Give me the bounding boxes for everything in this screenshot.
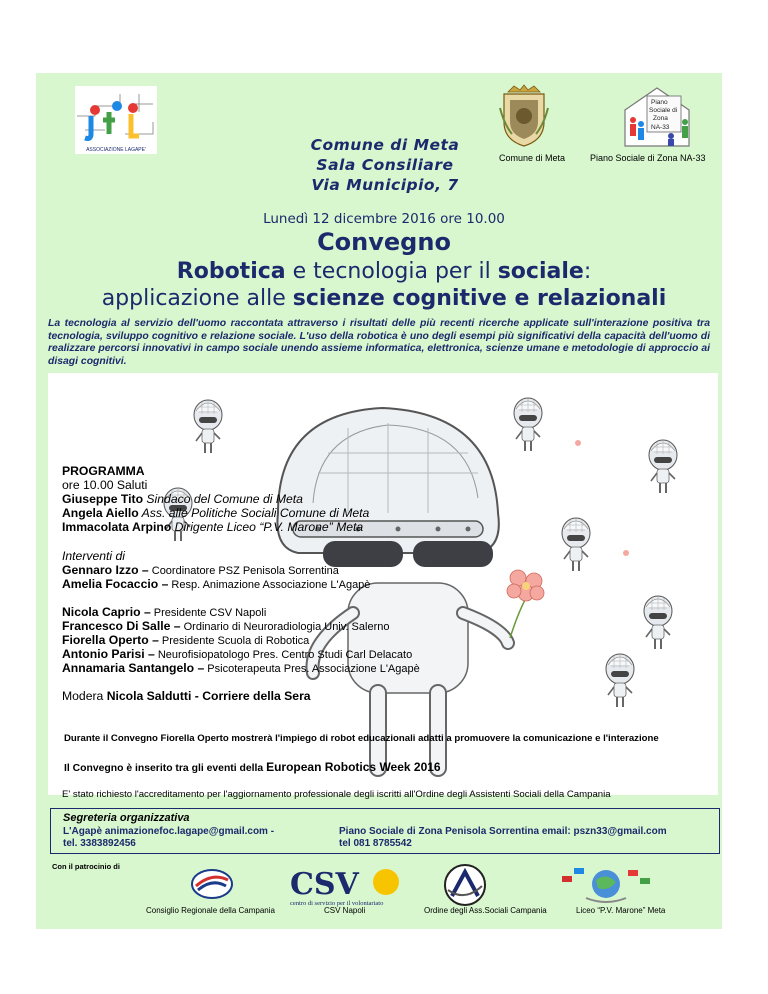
intro-paragraph: La tecnologia al servizio dell'uomo raccontata attraverso i risultati delle più recenti ricerche applicate sull'interazione positiva tra tecnologia, sviluppo cognitivo e relazione sociale. L'uso della robotica è uno degli esempi più significativi della capacità dell'uomo di realizzare percorsi innovativi in campo sociale unendo assieme informatica, elettronica, scienze umane e metodologie di approccio ai disagi cognitivi.: [48, 318, 710, 367]
venue-block: [260, 135, 510, 195]
event-note: Il Convegno è inserito tra gli eventi della European Robotics Week 2016: [64, 760, 441, 774]
speaker-row: Antonio Parisi – Neurofisiopatologo Pres. Centro Studi Carl Delacato: [62, 647, 413, 661]
speaker-row: Fiorella Operto – Presidente Scuola di Robotica: [62, 633, 310, 647]
event-subtitle-line-1: Robotica e tecnologia per il sociale:: [176, 259, 592, 284]
patrocinio-item-1: Consiglio Regionale della Campania: [146, 906, 275, 915]
program-heading: PROGRAMMA: [62, 464, 145, 478]
patrocinio-item-4: Liceo “P.V. Marone” Meta: [576, 906, 666, 915]
program-saluti-time: ore 10.00 Saluti: [62, 478, 148, 492]
ordine-assistenti-logo: [438, 862, 492, 908]
event-date: Lunedì 12 dicembre 2016 ore 10.00: [263, 211, 505, 227]
comune-caption: Comune di Meta: [499, 153, 566, 163]
svg-text:CSV: CSV: [290, 867, 359, 902]
segreteria-title: Segreteria organizzativa: [63, 812, 190, 824]
lagape-caption: ASSOCIAZIONE LAGAPE': [86, 147, 146, 153]
speaker-row: Nicola Caprio – Presidente CSV Napoli: [62, 605, 267, 619]
csv-napoli-logo: [288, 862, 408, 908]
patrocinio-item-2: CSV Napoli: [324, 906, 366, 915]
segreteria-right: Piano Sociale di Zona Penisola Sorrentina email: pszn33@gmail.com tel 081 8785542: [339, 826, 667, 849]
speaker-row: Francesco Di Salle – Ordinario di Neuroradiologia Univ. Salerno: [62, 619, 390, 633]
venue-line-1: Comune di Meta: [310, 136, 460, 154]
moderator-row: Modera Nicola Saldutti - Corriere della Sera: [62, 689, 311, 703]
speaker-row: Giuseppe Tito Sindaco del Comune di Meta: [62, 492, 303, 506]
venue-line-3: Via Municipio, 7: [311, 176, 459, 194]
patrocinio-label: Con il patrocinio di: [52, 862, 120, 871]
psz-sign-2: Sociale di: [649, 107, 678, 114]
event-subtitle-line-2: applicazione alle scienze cognitive e relazionali: [101, 286, 667, 311]
venue-line-2: Sala Consiliare: [316, 156, 454, 174]
psz-caption: Piano Sociale di Zona NA-33: [590, 153, 706, 163]
speaker-row: Gennaro Izzo – Coordinatore PSZ Penisola Sorrentina: [62, 563, 339, 577]
speaker-row: Annamaria Santangelo – Psicoterapeuta Pres. Associazione L'Agapè: [62, 661, 420, 675]
segreteria-left: L'Agapè animazionefoc.lagape@gmail.com - tel. 3383892456: [63, 826, 275, 849]
speaker-row: Angela Aiello Ass. alle Politiche Sociali Comune di Meta: [62, 506, 370, 520]
patrocinio-item-3: Ordine degli Ass.Sociali Campania: [424, 906, 547, 915]
psz-sign-1: Piano: [651, 99, 668, 106]
accreditation-note: E' stato richiesto l'accreditamento per l'aggiornamento professionale degli iscritti all'Ordine degli Assistenti Sociali della Campania: [62, 789, 611, 800]
psz-sign-3: Zona: [653, 115, 668, 122]
consiglio-regionale-logo: [190, 866, 234, 902]
segreteria-box: [50, 808, 720, 854]
psz-sign-4: NA-33: [651, 124, 670, 131]
interventi-label: Interventi di: [62, 549, 126, 563]
psz-logo: [621, 84, 693, 148]
event-title: Convegno: [317, 228, 451, 256]
svg-text:centro di servizio per il volo: centro di servizio per il volontariato: [290, 900, 384, 907]
speaker-row: Immacolata Arpino Dirigente Liceo “P.V. Marone” Meta: [62, 520, 364, 534]
liceo-marone-logo: [556, 862, 656, 908]
lagape-logo: [75, 86, 157, 154]
demo-note: Durante il Convegno Fiorella Operto mostrerà l'impiego di robot educazionali adatti a promuovere la comunicazione e l'interazione: [64, 733, 659, 744]
speaker-row: Amelia Focaccio – Resp. Animazione Associazione L'Agapè: [62, 577, 371, 591]
